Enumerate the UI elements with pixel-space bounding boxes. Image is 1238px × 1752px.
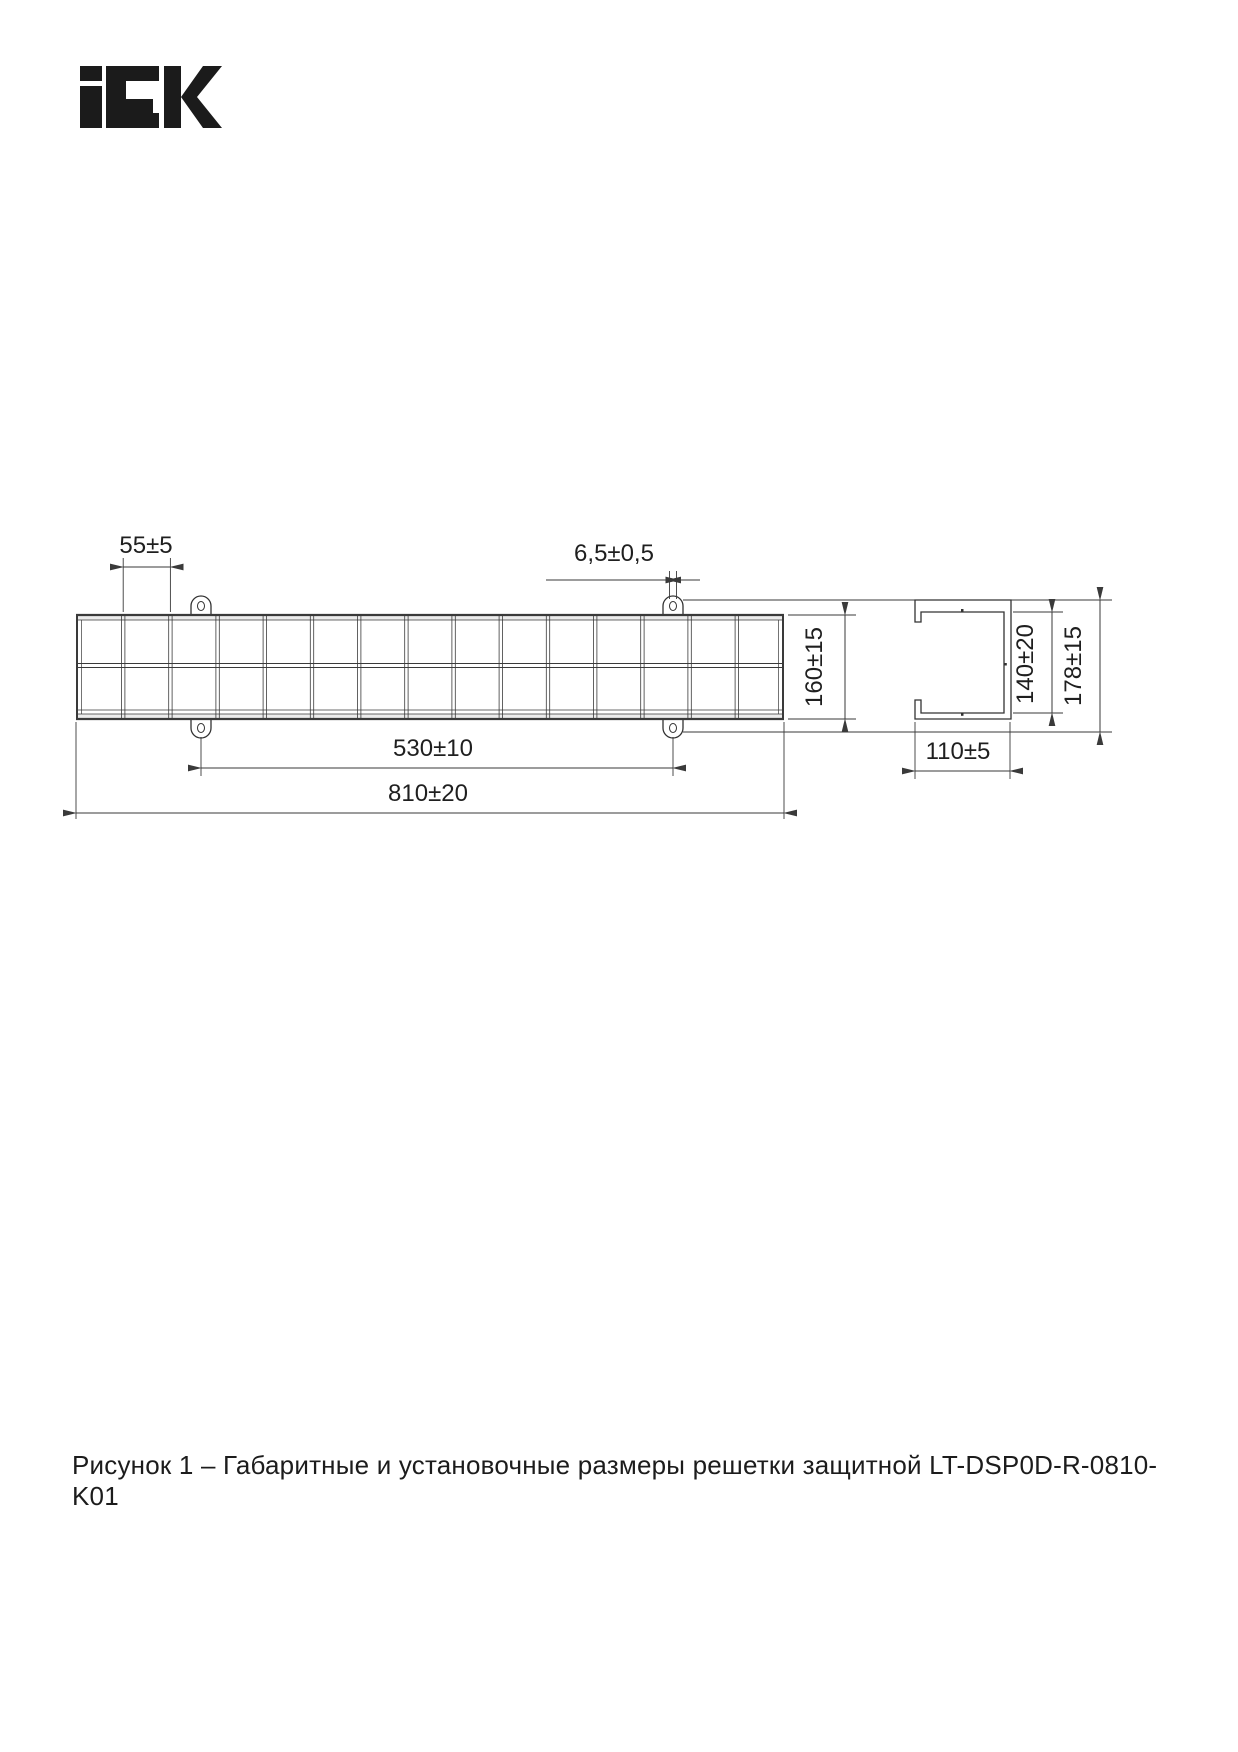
dimension-overall-height bbox=[1060, 600, 1100, 732]
dimension-mount-spacing bbox=[201, 735, 673, 776]
dim-depth-label: 110±5 bbox=[925, 738, 991, 765]
dim-mount-spacing-label: 530±10 bbox=[393, 735, 473, 762]
weld-mark-top bbox=[961, 609, 964, 612]
logo-e-bottom bbox=[106, 113, 159, 128]
mounting-hole-bottom-left bbox=[198, 724, 205, 733]
mounting-hole-top-left bbox=[198, 602, 205, 611]
dimension-inner-height bbox=[1012, 612, 1063, 713]
logo-k-stem bbox=[164, 66, 181, 128]
weld-mark-web bbox=[1004, 663, 1007, 666]
dim-inner-height-label: 140±20 bbox=[1012, 624, 1039, 704]
side-view-profile bbox=[915, 600, 1011, 719]
iek-logo bbox=[80, 66, 222, 128]
weld-mark-bottom bbox=[961, 713, 964, 716]
dim-overall-length-label: 810±20 bbox=[388, 780, 468, 807]
logo-k-arms bbox=[181, 66, 222, 128]
dim-overall-height-label: 178±15 bbox=[1060, 626, 1087, 706]
logo-i-stem bbox=[80, 86, 102, 128]
front-view-frame bbox=[76, 615, 784, 719]
dimension-grille-height bbox=[788, 615, 856, 719]
front-view-grille bbox=[76, 596, 784, 738]
mounting-hole-top-right bbox=[670, 602, 677, 611]
dimension-hole-slot bbox=[546, 540, 700, 599]
logo-e-mid bbox=[126, 99, 153, 113]
dim-grille-height-label: 160±15 bbox=[801, 627, 828, 707]
dim-hole-slot-label: 6,5±0,5 bbox=[574, 540, 654, 567]
figure-caption: Рисунок 1 – Габаритные и установочные размеры решетки защитной LT-DSP0D-R-0810-K01 bbox=[72, 1450, 1158, 1511]
logo-i-dot bbox=[80, 66, 102, 81]
dimension-depth bbox=[915, 722, 1010, 779]
c-profile-outline bbox=[915, 600, 1011, 719]
dimension-cell-pitch bbox=[119, 532, 172, 612]
mounting-hole-bottom-right bbox=[670, 724, 677, 733]
dim-cell-pitch-label: 55±5 bbox=[119, 532, 173, 559]
